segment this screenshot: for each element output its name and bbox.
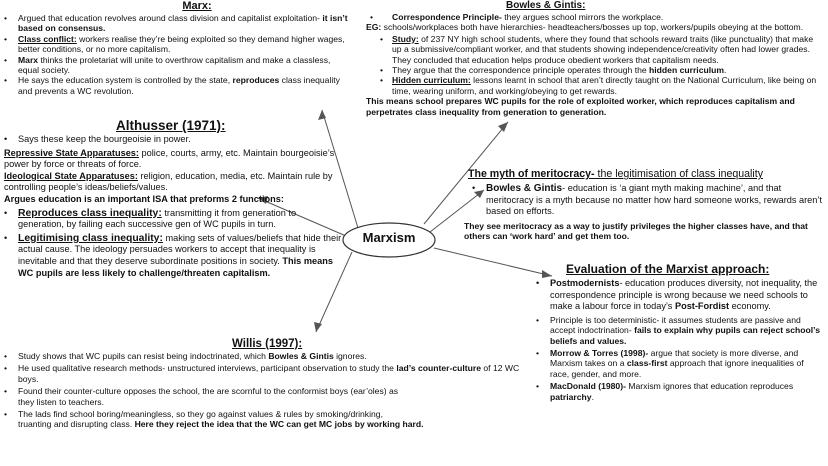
althusser-function-2: [4, 233, 344, 279]
eval-p4-bold2: patriarchy: [550, 391, 592, 402]
eval-p3-bold: Morrow & Torres (1998)-: [550, 348, 649, 358]
bowles-hidden-def: [366, 75, 822, 96]
evaluation-section: [536, 262, 824, 402]
bowles-study: [366, 34, 822, 65]
evaluation-point-2: [536, 315, 824, 346]
marx-b4-end: class inequality and prevents a WC revolution.: [18, 75, 340, 96]
hc-end: .: [724, 65, 727, 76]
willis-b4-line2: truanting and disrupting class.: [18, 419, 135, 430]
bullet-icon: •: [4, 134, 8, 144]
myth-title-bold: The myth of meritocracy-: [468, 168, 595, 180]
f2-text: making sets of values/beliefs that hide their actual cause. The ideology persuades workers to accept that inequality is inevitable and that they deserve subordinate positions in society.: [18, 232, 342, 266]
evaluation-point-4: [536, 381, 824, 402]
bullet-icon: •: [380, 65, 384, 76]
althusser-function-1: [4, 208, 344, 231]
eg-text: schools/workplaces both have hierarchies- headteachers/bosses up top, workers/pupils obeying at the bottom.: [381, 22, 804, 33]
cp-head: Correspondence Principle-: [392, 12, 502, 22]
marx-bullet-2: [4, 34, 350, 55]
f1-head: Reproduces class inequality:: [18, 207, 162, 219]
bullet-icon: •: [380, 75, 384, 86]
eval-p3-bold2: class-first: [626, 358, 668, 369]
marx-bullet-1: [4, 13, 350, 34]
f2-head: Legitimising class inequality:: [18, 232, 163, 244]
eval-p1-end: economy.: [729, 301, 771, 312]
bowles-title: Bowles & Gintis:: [506, 0, 586, 11]
marx-section: [4, 0, 350, 96]
bullet-icon: •: [4, 75, 8, 86]
willis-b4-line1: The lads find school boring/meaningless, so they go against values & rules by smoking/drinking,: [18, 409, 383, 420]
hcdef-head: Hidden curriculum:: [392, 75, 471, 86]
willis-b3-line2: they listen to teachers.: [18, 396, 104, 407]
willis-b1-bold: Bowles & Gintis: [268, 351, 334, 361]
eval-p1-bold: Postmodernists: [550, 278, 620, 288]
marx-title: Marx:: [182, 0, 212, 12]
bullet-icon: •: [536, 381, 540, 392]
rsa-head: Repressive State Apparatuses:: [4, 147, 139, 158]
cp-text: they argues school mirrors the workplace.: [501, 12, 664, 22]
bowles-hidden: [366, 65, 822, 75]
bowles-cp: [366, 12, 822, 22]
marx-b3-bold: Marx: [18, 54, 39, 65]
willis-bullet-2: [4, 363, 534, 384]
isa-text: religion, education, media, etc. Maintain rule by controlling people’s ideas/beliefs/values.: [4, 170, 333, 193]
bullet-icon: •: [536, 278, 540, 288]
myth-section: [464, 168, 824, 242]
eval-p3-end: approach that ignore inequalities of race, gender, and more.: [550, 358, 804, 379]
willis-b2-end: of 12 WC boys.: [18, 363, 520, 384]
bullet-icon: •: [4, 363, 8, 374]
evaluation-point-1: [536, 278, 824, 313]
eval-p4-bold: MacDonald (1980)-: [550, 381, 626, 392]
willis-b1-text: Study shows that WC pupils can resist being indoctrinated, which: [18, 351, 269, 361]
bowles-section: [366, 0, 822, 117]
eval-p4-text: Marxism ignores that education reproduces: [625, 381, 794, 392]
willis-bullet-4: [4, 409, 534, 430]
eval-p2-bold: fails to explain why pupils can reject school’s beliefs and values.: [550, 325, 821, 346]
myth-bold-para: They see meritocracy as a way to justify privileges the higher classes have, and that others can ‘work hard’ and get them too.: [464, 220, 808, 242]
hcdef-text: lessons learnt in school that aren’t directly taught on the National Curriculum, like being on time, wearing uniform, and working/obeying to get rewards.: [392, 75, 817, 96]
bullet-icon: •: [536, 348, 540, 358]
rsa-text: police, courts, army, etc. Maintain bourgeoisie’s power by force or threats of force.: [4, 147, 335, 170]
bullet-icon: •: [4, 207, 8, 218]
f2-bold: This means WC pupils are less likely to challenge/threaten capitalism.: [18, 255, 333, 278]
f1-text: transmitting it from generation to generation, by failing each successive gen of WC pupils in turn.: [18, 207, 297, 230]
bullet-icon: •: [4, 386, 8, 397]
althusser-isa-line: Argues education is an important ISA that preforms 2 functions:: [4, 193, 284, 204]
bullet-icon: •: [4, 33, 8, 44]
bullet-icon: •: [4, 351, 8, 361]
althusser-title: Althusser (1971):: [116, 118, 226, 133]
marx-b1-text: Argued that education revolves around class division and capitalist exploitation-: [18, 13, 320, 23]
bullet-icon: •: [380, 33, 384, 44]
hc-text: They argue that the correspondence principle operates through the: [392, 65, 650, 76]
bullet-icon: •: [4, 54, 8, 65]
eval-p4-end: .: [591, 391, 594, 402]
willis-b1-end: ignores.: [333, 351, 367, 361]
marx-bullet-4: [4, 75, 350, 96]
willis-title: Willis (1997):: [232, 338, 303, 350]
marx-b2-text: workers realise they’re being exploited so they demand higher wages, better conditions, or no more capitalism.: [18, 33, 345, 55]
study-head: Study:: [392, 33, 419, 44]
marx-b1-bold: it isn’t based on consensus.: [18, 13, 348, 34]
bullet-icon: •: [472, 183, 476, 194]
willis-bullet-1: [4, 351, 534, 361]
willis-b2-text: He used qualitative research methods- unstructured interviews, participant observation to study the: [18, 363, 397, 374]
eval-p3-text: argue that society is more diverse, and Marxism takes on a: [550, 348, 799, 369]
study-text: of 237 NY high school students, where they found that schools reward traits (like punctuality) that make up a submissive/compliant worker, and that students showing independence/creativity often had lower grades. They concluded that education helps produce obedient workers that capitalism needs.: [392, 33, 814, 65]
willis-b2-bold: lad’s counter-culture: [396, 363, 482, 374]
eg-bold: EG:: [366, 22, 382, 33]
willis-b3-line1: Found their counter-culture opposes the school, the are scornful to the conformist boys (ear’oles) as: [18, 386, 399, 397]
myth-title-rest: the legitimisation of class inequality: [594, 168, 763, 180]
bullet-icon: •: [4, 409, 8, 420]
althusser-rsa: [4, 148, 344, 171]
eval-p2-text: Principle is too deterministic- it assumes students are passive and accept indoctrination-: [550, 314, 801, 336]
eval-p1-bold2: Post-Fordist: [674, 301, 730, 312]
willis-section: [4, 338, 534, 430]
bullet-icon: •: [370, 12, 374, 22]
center-label: Marxism: [362, 230, 416, 245]
willis-bullet-3: [4, 386, 534, 407]
marx-b2-head: Class conflict:: [18, 33, 77, 44]
althusser-bullet-1: [4, 134, 344, 146]
marx-b3-text: thinks the proletariat will unite to overthrow capitalism and make a classless, equal society.: [18, 54, 331, 76]
marx-bullet-3: [4, 55, 350, 76]
bowles-eg: [366, 22, 822, 32]
bowles-summary: This means school prepares WC pupils for the role of exploited worker, which reproduces capitalism and perpetrates class inequality from generation to generation.: [366, 96, 795, 117]
evaluation-point-3: [536, 348, 824, 379]
myth-b1-text: - education is ‘a giant myth making machine’, and that meritocracy is a myth because no matter how hard someone works, rewards aren’t based on efforts.: [486, 183, 822, 217]
myth-bullet-1: [464, 183, 824, 218]
evaluation-title: Evaluation of the Marxist approach:: [566, 262, 770, 276]
connector-to-evaluation: [434, 248, 552, 276]
bullet-icon: •: [536, 314, 540, 325]
hc-bold: hidden curriculum: [649, 65, 724, 76]
marx-b4-bold: reproduces: [232, 75, 280, 86]
myth-b1-bold: Bowles & Gintis: [486, 183, 563, 195]
althusser-section: [4, 117, 344, 279]
myth-title: [468, 168, 824, 181]
willis-b4-bold: Here they reject the idea that the WC can get MC jobs by working hard.: [134, 419, 424, 430]
althusser-isa: [4, 171, 344, 194]
marx-b4-text: He says the education system is controlled by the state,: [18, 75, 233, 86]
eval-p1-text: - education produces diversity, not inequality, the correspondence principle is wrong because we need schools to make a labour force in today’s: [550, 278, 818, 312]
bullet-icon: •: [4, 232, 8, 243]
althusser-b1-text: Says these keep the bourgeoisie in power.: [18, 134, 191, 144]
isa-head: Ideological State Apparatuses:: [4, 170, 138, 181]
bullet-icon: •: [4, 13, 8, 23]
